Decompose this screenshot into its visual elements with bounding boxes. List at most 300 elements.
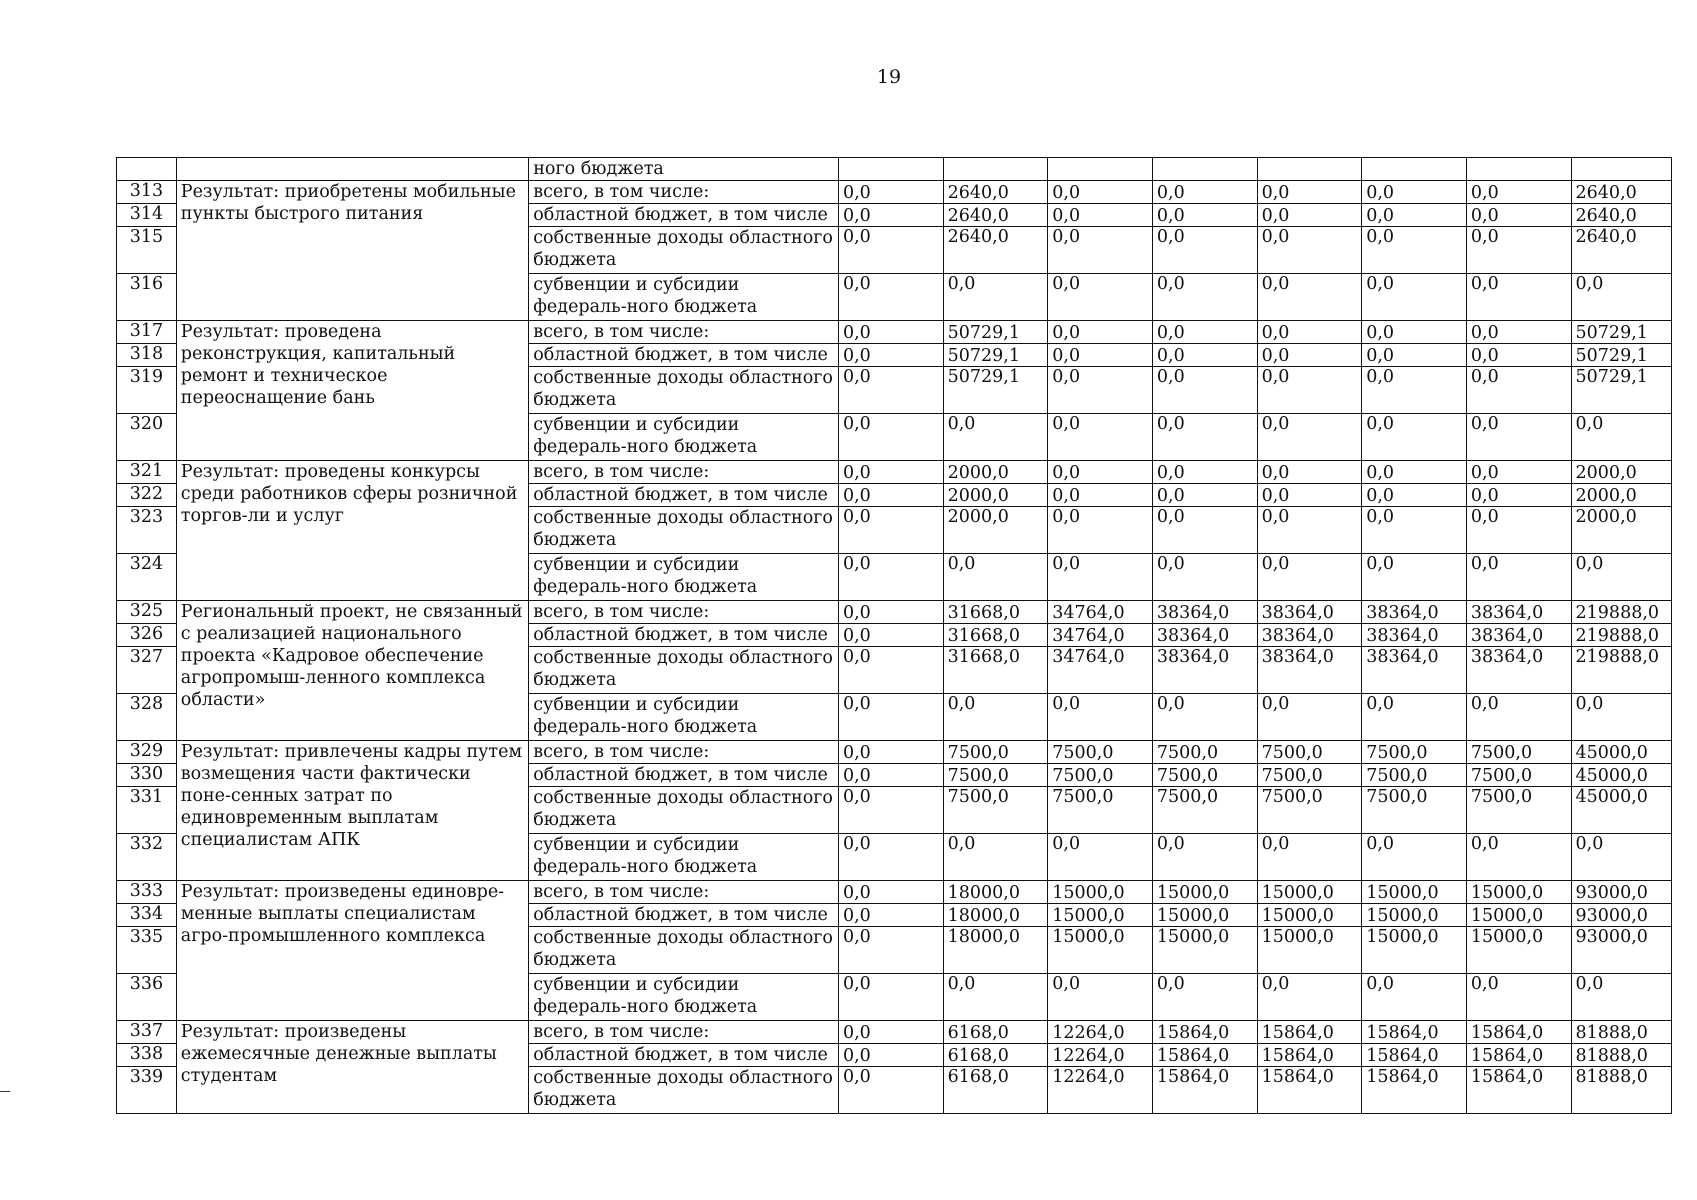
value-cell: 0,0 xyxy=(1571,834,1671,881)
funding-source: всего, в том числе: xyxy=(529,461,839,484)
value-cell: 2000,0 xyxy=(943,484,1048,507)
value-cell: 0,0 xyxy=(838,764,943,787)
value-cell: 15864,0 xyxy=(1466,1021,1571,1044)
value-cell: 7500,0 xyxy=(1257,787,1362,834)
value-cell: 0,0 xyxy=(943,554,1048,601)
value-cell: 0,0 xyxy=(838,787,943,834)
value-cell: 50729,1 xyxy=(1571,321,1671,344)
funding-source: собственные доходы областного бюджета xyxy=(529,227,839,274)
value-cell: 219888,0 xyxy=(1571,601,1671,624)
value-cell: 12264,0 xyxy=(1048,1044,1153,1067)
funding-source: субвенции и субсидии федераль-ного бюджета xyxy=(529,834,839,881)
value-cell: 15864,0 xyxy=(1257,1044,1362,1067)
value-cell: 0,0 xyxy=(838,367,943,414)
value-cell xyxy=(838,158,943,181)
value-cell: 0,0 xyxy=(838,1067,943,1114)
value-cell: 0,0 xyxy=(1048,554,1153,601)
funding-source: собственные доходы областного бюджета xyxy=(529,647,839,694)
value-cell: 0,0 xyxy=(1466,461,1571,484)
value-cell: 0,0 xyxy=(1152,554,1257,601)
value-cell: 6168,0 xyxy=(943,1067,1048,1114)
row-number: 329 xyxy=(117,741,177,764)
row-number: 320 xyxy=(117,414,177,461)
value-cell: 0,0 xyxy=(838,694,943,741)
value-cell: 0,0 xyxy=(1257,321,1362,344)
value-cell: 2000,0 xyxy=(1571,461,1671,484)
value-cell: 81888,0 xyxy=(1571,1021,1671,1044)
value-cell: 15000,0 xyxy=(1152,927,1257,974)
value-cell: 0,0 xyxy=(838,321,943,344)
group-title: Результат: проведены конкурсы среди работников сферы розничной торгов-ли и услуг xyxy=(176,461,528,601)
funding-source: собственные доходы областного бюджета xyxy=(529,507,839,554)
value-cell: 38364,0 xyxy=(1362,624,1467,647)
value-cell: 7500,0 xyxy=(1152,741,1257,764)
value-cell: 0,0 xyxy=(838,554,943,601)
value-cell: 15864,0 xyxy=(1362,1021,1467,1044)
value-cell: 0,0 xyxy=(1466,321,1571,344)
value-cell: 2640,0 xyxy=(943,181,1048,204)
value-cell: 0,0 xyxy=(1466,344,1571,367)
value-cell: 34764,0 xyxy=(1048,647,1153,694)
table-row xyxy=(117,461,1672,484)
value-cell: 34764,0 xyxy=(1048,601,1153,624)
funding-source: ного бюджета xyxy=(529,158,839,181)
value-cell: 0,0 xyxy=(1257,461,1362,484)
value-cell: 93000,0 xyxy=(1571,927,1671,974)
value-cell: 0,0 xyxy=(1362,321,1467,344)
value-cell: 0,0 xyxy=(1571,554,1671,601)
value-cell: 0,0 xyxy=(1257,227,1362,274)
value-cell: 7500,0 xyxy=(1048,787,1153,834)
value-cell: 0,0 xyxy=(1466,694,1571,741)
value-cell: 0,0 xyxy=(1466,274,1571,321)
value-cell: 7500,0 xyxy=(1152,764,1257,787)
value-cell: 15000,0 xyxy=(1257,881,1362,904)
value-cell: 15864,0 xyxy=(1362,1067,1467,1114)
value-cell: 0,0 xyxy=(1362,204,1467,227)
value-cell: 0,0 xyxy=(1466,507,1571,554)
value-cell: 0,0 xyxy=(1257,344,1362,367)
value-cell: 50729,1 xyxy=(1571,344,1671,367)
value-cell: 31668,0 xyxy=(943,624,1048,647)
value-cell xyxy=(1152,158,1257,181)
value-cell: 12264,0 xyxy=(1048,1067,1153,1114)
funding-source: собственные доходы областного бюджета xyxy=(529,1067,839,1114)
value-cell xyxy=(943,158,1048,181)
value-cell: 15864,0 xyxy=(1152,1044,1257,1067)
funding-source: субвенции и субсидии федераль-ного бюджета xyxy=(529,554,839,601)
value-cell: 7500,0 xyxy=(1152,787,1257,834)
value-cell: 0,0 xyxy=(1362,461,1467,484)
value-cell: 15000,0 xyxy=(1048,904,1153,927)
value-cell: 7500,0 xyxy=(1257,764,1362,787)
value-cell: 0,0 xyxy=(1257,204,1362,227)
value-cell: 0,0 xyxy=(838,344,943,367)
value-cell xyxy=(1048,158,1153,181)
value-cell: 0,0 xyxy=(1048,974,1153,1021)
value-cell: 0,0 xyxy=(1466,484,1571,507)
funding-source: областной бюджет, в том числе xyxy=(529,344,839,367)
value-cell: 0,0 xyxy=(1362,507,1467,554)
value-cell: 0,0 xyxy=(1466,181,1571,204)
value-cell: 15000,0 xyxy=(1257,927,1362,974)
value-cell: 0,0 xyxy=(838,461,943,484)
row-number: 313 xyxy=(117,181,177,204)
value-cell: 15864,0 xyxy=(1257,1067,1362,1114)
value-cell: 50729,1 xyxy=(943,344,1048,367)
value-cell: 0,0 xyxy=(1257,554,1362,601)
funding-source: собственные доходы областного бюджета xyxy=(529,787,839,834)
funding-source: областной бюджет, в том числе xyxy=(529,764,839,787)
row-number: 323 xyxy=(117,507,177,554)
value-cell: 2000,0 xyxy=(943,461,1048,484)
funding-source: субвенции и субсидии федераль-ного бюджета xyxy=(529,274,839,321)
value-cell: 7500,0 xyxy=(1048,741,1153,764)
value-cell: 0,0 xyxy=(943,414,1048,461)
value-cell: 0,0 xyxy=(943,974,1048,1021)
table-row xyxy=(117,601,1672,624)
value-cell: 2000,0 xyxy=(943,507,1048,554)
value-cell: 12264,0 xyxy=(1048,1021,1153,1044)
value-cell: 38364,0 xyxy=(1152,624,1257,647)
value-cell: 0,0 xyxy=(943,834,1048,881)
value-cell: 15864,0 xyxy=(1152,1067,1257,1114)
value-cell: 15000,0 xyxy=(1048,927,1153,974)
row-number xyxy=(117,158,177,181)
row-number: 317 xyxy=(117,321,177,344)
value-cell: 31668,0 xyxy=(943,647,1048,694)
value-cell xyxy=(1257,158,1362,181)
table-row xyxy=(117,181,1672,204)
value-cell: 0,0 xyxy=(1048,274,1153,321)
value-cell: 7500,0 xyxy=(1466,741,1571,764)
value-cell: 0,0 xyxy=(1571,974,1671,1021)
value-cell: 38364,0 xyxy=(1152,601,1257,624)
row-number: 325 xyxy=(117,601,177,624)
value-cell: 0,0 xyxy=(1362,414,1467,461)
value-cell: 2640,0 xyxy=(1571,204,1671,227)
value-cell: 0,0 xyxy=(1048,461,1153,484)
value-cell: 38364,0 xyxy=(1362,647,1467,694)
group-title: Результат: произведены единовре-менные выплаты специалистам агро-промышленного комплекса xyxy=(176,881,528,1021)
value-cell: 0,0 xyxy=(838,624,943,647)
value-cell: 0,0 xyxy=(838,647,943,694)
row-number: 316 xyxy=(117,274,177,321)
value-cell: 2000,0 xyxy=(1571,484,1671,507)
row-number: 338 xyxy=(117,1044,177,1067)
value-cell: 0,0 xyxy=(1152,414,1257,461)
value-cell: 2640,0 xyxy=(943,204,1048,227)
scan-edge-mark xyxy=(0,1091,10,1092)
row-number: 319 xyxy=(117,367,177,414)
value-cell: 0,0 xyxy=(1257,414,1362,461)
value-cell: 0,0 xyxy=(1257,834,1362,881)
value-cell: 0,0 xyxy=(943,274,1048,321)
row-number: 332 xyxy=(117,834,177,881)
value-cell: 93000,0 xyxy=(1571,904,1671,927)
funding-source: областной бюджет, в том числе xyxy=(529,484,839,507)
value-cell: 7500,0 xyxy=(1362,787,1467,834)
funding-source: областной бюджет, в том числе xyxy=(529,904,839,927)
value-cell: 7500,0 xyxy=(943,741,1048,764)
group-title: Результат: проведена реконструкция, капитальный ремонт и техническое переоснащение бань xyxy=(176,321,528,461)
table-row xyxy=(117,881,1672,904)
row-number: 339 xyxy=(117,1067,177,1114)
value-cell: 38364,0 xyxy=(1257,647,1362,694)
group-title: Региональный проект, не связанный с реализацией национального проекта «Кадровое обеспечение агропромыш-ленного комплекса области» xyxy=(176,601,528,741)
funding-source: субвенции и субсидии федераль-ного бюджета xyxy=(529,974,839,1021)
value-cell: 0,0 xyxy=(838,974,943,1021)
value-cell: 0,0 xyxy=(1048,484,1153,507)
value-cell: 45000,0 xyxy=(1571,741,1671,764)
table-body xyxy=(117,158,1672,1114)
value-cell: 15864,0 xyxy=(1257,1021,1362,1044)
value-cell: 0,0 xyxy=(1571,694,1671,741)
value-cell: 0,0 xyxy=(1152,204,1257,227)
value-cell: 0,0 xyxy=(1362,974,1467,1021)
page-number: 19 xyxy=(876,66,902,88)
value-cell: 7500,0 xyxy=(1362,741,1467,764)
value-cell: 0,0 xyxy=(838,881,943,904)
value-cell: 18000,0 xyxy=(943,927,1048,974)
value-cell: 0,0 xyxy=(1048,227,1153,274)
value-cell: 18000,0 xyxy=(943,904,1048,927)
value-cell: 0,0 xyxy=(1466,367,1571,414)
funding-source: областной бюджет, в том числе xyxy=(529,204,839,227)
value-cell: 0,0 xyxy=(1048,694,1153,741)
value-cell: 0,0 xyxy=(1571,274,1671,321)
value-cell: 15000,0 xyxy=(1257,904,1362,927)
value-cell: 0,0 xyxy=(1152,694,1257,741)
funding-source: собственные доходы областного бюджета xyxy=(529,927,839,974)
row-number: 321 xyxy=(117,461,177,484)
value-cell: 15000,0 xyxy=(1466,927,1571,974)
value-cell: 0,0 xyxy=(1362,834,1467,881)
value-cell: 15000,0 xyxy=(1466,881,1571,904)
value-cell: 0,0 xyxy=(838,227,943,274)
value-cell: 15000,0 xyxy=(1362,927,1467,974)
value-cell: 15000,0 xyxy=(1048,881,1153,904)
value-cell: 6168,0 xyxy=(943,1021,1048,1044)
value-cell: 45000,0 xyxy=(1571,764,1671,787)
row-number: 315 xyxy=(117,227,177,274)
value-cell: 0,0 xyxy=(838,204,943,227)
row-number: 334 xyxy=(117,904,177,927)
value-cell: 0,0 xyxy=(1048,507,1153,554)
value-cell: 7500,0 xyxy=(1466,764,1571,787)
value-cell: 0,0 xyxy=(1257,367,1362,414)
value-cell: 0,0 xyxy=(1152,461,1257,484)
value-cell: 50729,1 xyxy=(943,321,1048,344)
value-cell: 38364,0 xyxy=(1466,624,1571,647)
table-row xyxy=(117,321,1672,344)
value-cell: 0,0 xyxy=(838,1044,943,1067)
value-cell: 50729,1 xyxy=(1571,367,1671,414)
value-cell: 0,0 xyxy=(1152,344,1257,367)
value-cell: 38364,0 xyxy=(1257,624,1362,647)
row-number: 322 xyxy=(117,484,177,507)
value-cell: 0,0 xyxy=(1362,554,1467,601)
value-cell: 0,0 xyxy=(838,834,943,881)
value-cell: 81888,0 xyxy=(1571,1067,1671,1114)
value-cell: 7500,0 xyxy=(1362,764,1467,787)
value-cell: 38364,0 xyxy=(1466,647,1571,694)
value-cell: 2640,0 xyxy=(1571,227,1671,274)
funding-source: субвенции и субсидии федераль-ного бюджета xyxy=(529,414,839,461)
value-cell: 15000,0 xyxy=(1152,904,1257,927)
group-title: Результат: приобретены мобильные пункты быстрого питания xyxy=(176,181,528,321)
value-cell: 0,0 xyxy=(838,904,943,927)
funding-source: областной бюджет, в том числе xyxy=(529,624,839,647)
value-cell: 0,0 xyxy=(1048,321,1153,344)
row-number: 326 xyxy=(117,624,177,647)
value-cell: 0,0 xyxy=(1152,834,1257,881)
value-cell: 0,0 xyxy=(1362,694,1467,741)
row-number: 337 xyxy=(117,1021,177,1044)
value-cell: 0,0 xyxy=(1152,484,1257,507)
value-cell: 38364,0 xyxy=(1257,601,1362,624)
value-cell: 6168,0 xyxy=(943,1044,1048,1067)
row-number: 318 xyxy=(117,344,177,367)
funding-source: собственные доходы областного бюджета xyxy=(529,367,839,414)
row-number: 333 xyxy=(117,881,177,904)
value-cell: 38364,0 xyxy=(1362,601,1467,624)
value-cell: 15864,0 xyxy=(1152,1021,1257,1044)
value-cell: 0,0 xyxy=(1048,344,1153,367)
value-cell: 0,0 xyxy=(1048,367,1153,414)
funding-source: субвенции и субсидии федераль-ного бюджета xyxy=(529,694,839,741)
value-cell: 7500,0 xyxy=(1466,787,1571,834)
value-cell: 0,0 xyxy=(1466,414,1571,461)
value-cell: 219888,0 xyxy=(1571,624,1671,647)
value-cell xyxy=(1571,158,1671,181)
funding-source: всего, в том числе: xyxy=(529,601,839,624)
budget-table xyxy=(116,157,1672,1114)
value-cell: 0,0 xyxy=(838,741,943,764)
table-row xyxy=(117,1021,1672,1044)
value-cell: 7500,0 xyxy=(1257,741,1362,764)
value-cell xyxy=(1466,158,1571,181)
value-cell: 38364,0 xyxy=(1152,647,1257,694)
value-cell: 0,0 xyxy=(1152,181,1257,204)
table-row xyxy=(117,741,1672,764)
value-cell: 81888,0 xyxy=(1571,1044,1671,1067)
value-cell: 0,0 xyxy=(838,484,943,507)
row-number: 335 xyxy=(117,927,177,974)
value-cell: 0,0 xyxy=(1152,227,1257,274)
value-cell: 2640,0 xyxy=(1571,181,1671,204)
funding-source: всего, в том числе: xyxy=(529,1021,839,1044)
value-cell: 0,0 xyxy=(1362,484,1467,507)
value-cell: 0,0 xyxy=(838,274,943,321)
value-cell: 15000,0 xyxy=(1362,881,1467,904)
value-cell: 31668,0 xyxy=(943,601,1048,624)
row-number: 327 xyxy=(117,647,177,694)
value-cell: 0,0 xyxy=(1257,274,1362,321)
value-cell: 34764,0 xyxy=(1048,624,1153,647)
value-cell: 0,0 xyxy=(1152,974,1257,1021)
row-number: 324 xyxy=(117,554,177,601)
row-number: 328 xyxy=(117,694,177,741)
value-cell: 0,0 xyxy=(1152,507,1257,554)
value-cell: 0,0 xyxy=(1048,204,1153,227)
value-cell: 0,0 xyxy=(838,507,943,554)
funding-source: всего, в том числе: xyxy=(529,881,839,904)
row-number: 336 xyxy=(117,974,177,1021)
funding-source: всего, в том числе: xyxy=(529,181,839,204)
value-cell: 38364,0 xyxy=(1466,601,1571,624)
funding-source: областной бюджет, в том числе xyxy=(529,1044,839,1067)
value-cell: 18000,0 xyxy=(943,881,1048,904)
value-cell: 0,0 xyxy=(838,414,943,461)
value-cell: 15864,0 xyxy=(1466,1044,1571,1067)
value-cell: 0,0 xyxy=(1466,554,1571,601)
value-cell: 0,0 xyxy=(838,601,943,624)
value-cell: 0,0 xyxy=(838,1021,943,1044)
value-cell: 0,0 xyxy=(943,694,1048,741)
row-number: 314 xyxy=(117,204,177,227)
funding-source: всего, в том числе: xyxy=(529,741,839,764)
group-title: Результат: произведены ежемесячные денежные выплаты студентам xyxy=(176,1021,528,1114)
value-cell: 219888,0 xyxy=(1571,647,1671,694)
value-cell: 2000,0 xyxy=(1571,507,1671,554)
value-cell: 0,0 xyxy=(1362,367,1467,414)
value-cell: 0,0 xyxy=(1571,414,1671,461)
value-cell: 0,0 xyxy=(1048,834,1153,881)
row-number: 331 xyxy=(117,787,177,834)
value-cell: 0,0 xyxy=(1362,344,1467,367)
value-cell: 15000,0 xyxy=(1152,881,1257,904)
value-cell: 0,0 xyxy=(1257,507,1362,554)
value-cell: 50729,1 xyxy=(943,367,1048,414)
value-cell: 15864,0 xyxy=(1466,1067,1571,1114)
value-cell: 0,0 xyxy=(1257,974,1362,1021)
value-cell: 15000,0 xyxy=(1362,904,1467,927)
value-cell: 93000,0 xyxy=(1571,881,1671,904)
value-cell xyxy=(1362,158,1467,181)
value-cell: 0,0 xyxy=(838,927,943,974)
value-cell: 0,0 xyxy=(1257,694,1362,741)
value-cell: 0,0 xyxy=(1466,834,1571,881)
value-cell: 7500,0 xyxy=(943,764,1048,787)
value-cell: 0,0 xyxy=(1257,181,1362,204)
value-cell: 0,0 xyxy=(838,181,943,204)
value-cell: 0,0 xyxy=(1466,227,1571,274)
value-cell: 0,0 xyxy=(1257,484,1362,507)
value-cell: 0,0 xyxy=(1048,414,1153,461)
value-cell: 45000,0 xyxy=(1571,787,1671,834)
value-cell: 0,0 xyxy=(1152,367,1257,414)
value-cell: 0,0 xyxy=(1362,227,1467,274)
value-cell: 0,0 xyxy=(1152,274,1257,321)
value-cell: 0,0 xyxy=(1152,321,1257,344)
group-title xyxy=(176,158,528,181)
value-cell: 0,0 xyxy=(1466,204,1571,227)
value-cell: 0,0 xyxy=(1466,974,1571,1021)
continuation-row xyxy=(117,158,1672,181)
value-cell: 2640,0 xyxy=(943,227,1048,274)
funding-source: всего, в том числе: xyxy=(529,321,839,344)
value-cell: 7500,0 xyxy=(1048,764,1153,787)
value-cell: 7500,0 xyxy=(943,787,1048,834)
value-cell: 0,0 xyxy=(1362,181,1467,204)
value-cell: 15864,0 xyxy=(1362,1044,1467,1067)
row-number: 330 xyxy=(117,764,177,787)
value-cell: 0,0 xyxy=(1048,181,1153,204)
group-title: Результат: привлечены кадры путем возмещения части фактически поне-сенных затрат по единовременным выплатам специалистам АПК xyxy=(176,741,528,881)
value-cell: 0,0 xyxy=(1362,274,1467,321)
value-cell: 15000,0 xyxy=(1466,904,1571,927)
